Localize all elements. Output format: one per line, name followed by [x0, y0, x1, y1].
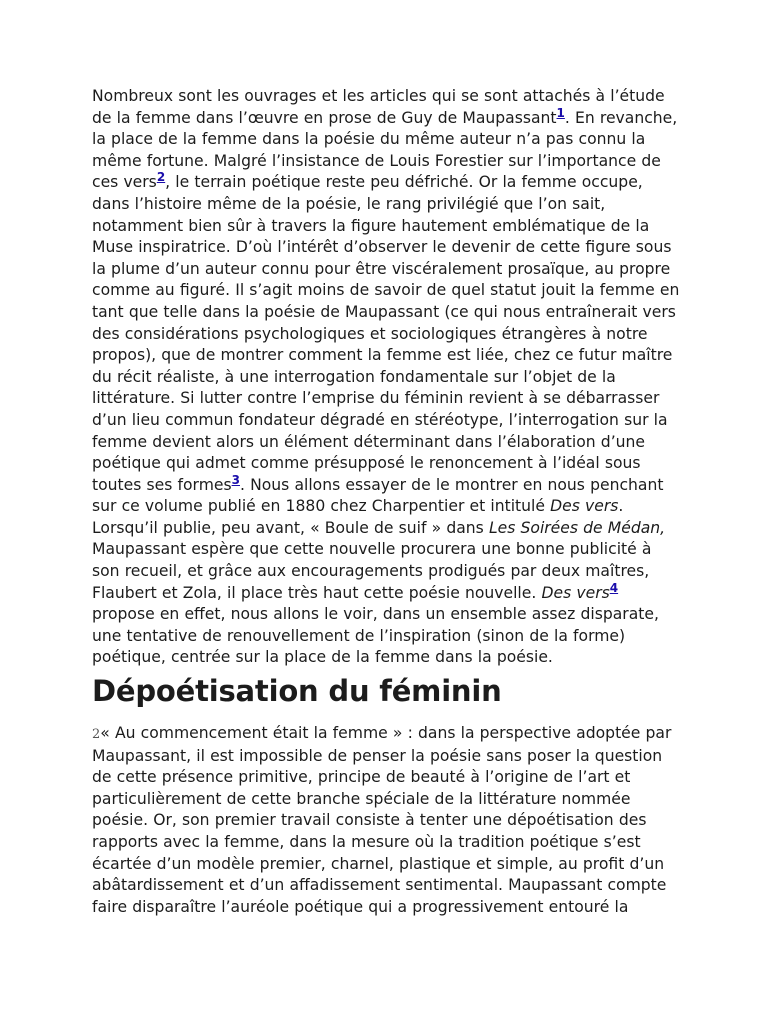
- footnote-link-2[interactable]: 2: [156, 170, 166, 185]
- section-paragraph-2-text: « Au commencement était la femme » : dans la perspective adoptée par Maupassant, il est impossible de penser la poésie sans poser la question de cette présence primitive, principe de beauté à l’origine de l’art et particulièrement de cette branche spéciale de la littérature nommée poésie. Or, son premier travail consiste à tenter une dépoétisation des rapports avec la femme, dans la mesure où la tradition poétique s’est écartée d’un modèle premier, charnel, plastique et simple, au profit d’un abâtardissement et d’un affadissement sentimental. Maupassant compte faire disparaître l’auréole poétique qui a progressivement entouré la: [92, 724, 672, 916]
- article-body: [92, 86, 682, 918]
- footnote-link-1[interactable]: 1: [556, 105, 565, 120]
- intro-text-part-3: , le terrain poétique reste peu défriché. Or la femme occupe, dans l’histoire même de la poésie, le rang privilégié que l’on sait, notamment bien sûr à travers la figure hautement emblématique de la Muse inspiratrice. D’où l’intérêt d’observer le devenir de cette figure sous la plume d’un auteur connu pour être viscéralement prosaïque, au propre comme au figuré. Il s’agit moins de savoir de quel statut jouit la femme en tant que telle dans la poésie de Maupassant (ce qui nous entraînerait vers des considérations psychologiques et sociologiques étrangères à notre propos), que de montrer comment la femme est liée, chez ce futur maître du récit réaliste, à une interrogation fondamentale sur l’objet de la littérature. Si lutter contre l’emprise du féminin revient à se débarrasser d’un lieu commun fondateur dégradé en stéréotype, l’interrogation sur la femme devient alors un élément déterminant dans l’élaboration d’une poétique qui admet comme présupposé le renoncement à l’idéal sous toutes ses formes: [92, 173, 680, 494]
- title-soirees-de-medan: Les Soirées de Médan,: [488, 518, 666, 537]
- intro-text-part-2: . En revanche, la place de la femme dans la poésie du même auteur n’a pas connu la même fortune. Malgré l’insistance de Louis Forestier sur l’importance de ces vers: [92, 108, 678, 192]
- intro-paragraph: [92, 86, 682, 669]
- intro-text-part-7: propose en effet, nous allons le voir, dans un ensemble assez disparate, une tentative de renouvellement de l’inspiration (sinon de la forme) poétique, centrée sur la place de la femme dans la poésie.: [92, 605, 659, 667]
- intro-text-part-1: Nombreux sont les ouvrages et les articles qui se sont attachés à l’étude de la femme dans l’œuvre en prose de Guy de Maupassant: [92, 87, 665, 127]
- title-des-vers-2: Des vers: [541, 583, 610, 602]
- section-paragraph-2: [92, 723, 682, 918]
- paragraph-number: 2: [92, 727, 101, 743]
- footnote-link-3[interactable]: 3: [231, 472, 240, 487]
- footnote-link-4[interactable]: 4: [609, 580, 619, 595]
- title-des-vers: Des vers: [550, 497, 619, 516]
- section-heading: Dépoétisation du féminin: [92, 674, 502, 709]
- intro-text-part-4: . Nous allons essayer de le montrer en nous penchant sur ce volume publié en 1880 chez Charpentier et intitulé: [92, 475, 664, 516]
- intro-text-part-5: . Lorsqu’il publie, peu avant, « Boule de suif » dans: [92, 497, 624, 537]
- intro-text-part-6: Maupassant espère que cette nouvelle procurera une bonne publicité à son recueil, et grâce aux encouragements prodigués par deux maîtres, Flaubert et Zola, il place très haut cette poésie nouvelle.: [92, 540, 652, 602]
